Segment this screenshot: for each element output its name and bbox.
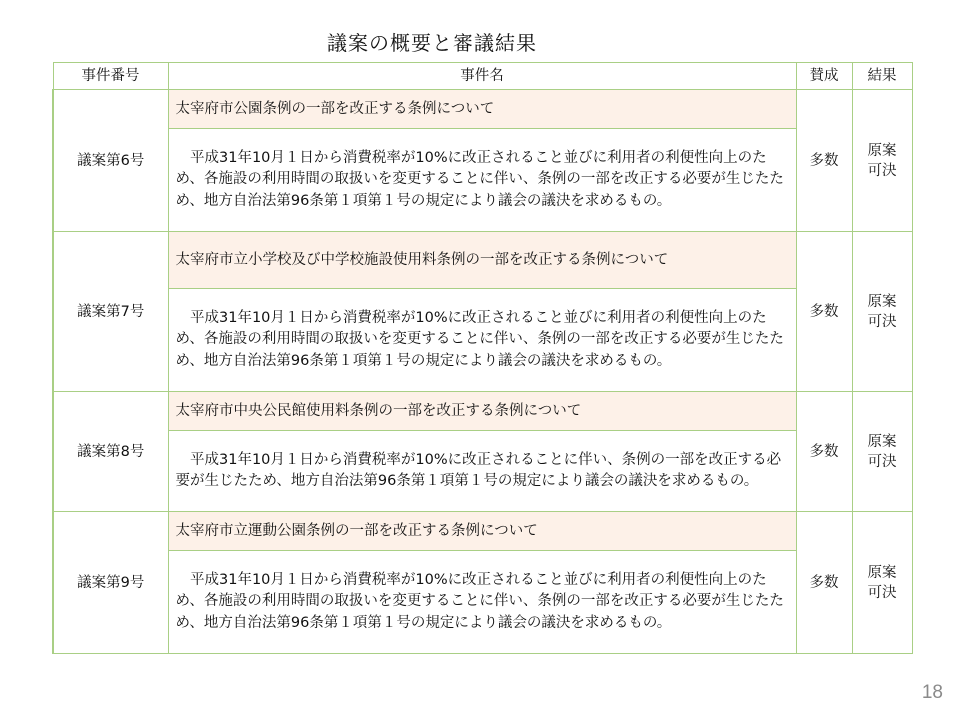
result-cell [852, 392, 912, 512]
table-row [53, 551, 912, 654]
table-row [53, 431, 912, 512]
vote-cell: 多数 [796, 512, 852, 654]
table-header-row [53, 63, 912, 90]
case-description-cell: 平成31年10月１日から消費税率が10%に改正されること並びに利用者の利便性向上のため、各施設の利用時間の取扱いを変更することに伴い、条例の一部を改正する必要が生じたため、地方自治法第96条第１項第１号の規定により議会の議決を求めるもの。 [168, 129, 796, 232]
case-number-cell: 議案第9号 [53, 512, 168, 654]
case-name-cell: 太宰府市公園条例の一部を改正する条例について [168, 90, 796, 129]
result-text: 原案可決 [867, 433, 897, 470]
header-case-number: 事件番号 [53, 63, 168, 90]
result-text: 原案可決 [867, 564, 897, 601]
case-description-cell: 平成31年10月１日から消費税率が10%に改正されること並びに利用者の利便性向上のため、各施設の利用時間の取扱いを変更することに伴い、条例の一部を改正する必要が生じたため、地方自治法第96条第１項第１号の規定により議会の議決を求めるもの。 [168, 289, 796, 392]
vote-cell: 多数 [796, 232, 852, 392]
page-title: 議案の概要と審議結果 [327, 31, 537, 55]
case-description-cell: 平成31年10月１日から消費税率が10%に改正されることに伴い、条例の一部を改正する必要が生じたため、地方自治法第96条第１項第１号の規定により議会の議決を求めるもの。 [168, 431, 796, 512]
result-cell [852, 90, 912, 232]
case-name-cell: 太宰府市立小学校及び中学校施設使用料条例の一部を改正する条例について [168, 232, 796, 289]
case-number-cell: 議案第8号 [53, 392, 168, 512]
case-number-cell: 議案第6号 [53, 90, 168, 232]
header-case-name: 事件名 [168, 63, 796, 90]
case-number-cell: 議案第7号 [53, 232, 168, 392]
agenda-table [52, 62, 913, 654]
result-cell [852, 512, 912, 654]
table-row [53, 129, 912, 232]
page-number: 18 [921, 682, 943, 703]
case-name-cell: 太宰府市中央公民館使用料条例の一部を改正する条例について [168, 392, 796, 431]
table-row [53, 392, 912, 431]
table-row [53, 232, 912, 289]
header-vote: 賛成 [796, 63, 852, 90]
vote-cell: 多数 [796, 392, 852, 512]
table-row [53, 90, 912, 129]
table-row [53, 289, 912, 392]
result-text: 原案可決 [867, 293, 897, 330]
table-row [53, 512, 912, 551]
result-cell [852, 232, 912, 392]
case-name-cell: 太宰府市立運動公園条例の一部を改正する条例について [168, 512, 796, 551]
case-description-cell: 平成31年10月１日から消費税率が10%に改正されること並びに利用者の利便性向上のため、各施設の利用時間の取扱いを変更することに伴い、条例の一部を改正する必要が生じたため、地方自治法第96条第１項第１号の規定により議会の議決を求めるもの。 [168, 551, 796, 654]
header-result: 結果 [852, 63, 912, 90]
vote-cell: 多数 [796, 90, 852, 232]
result-text: 原案可決 [867, 142, 897, 179]
